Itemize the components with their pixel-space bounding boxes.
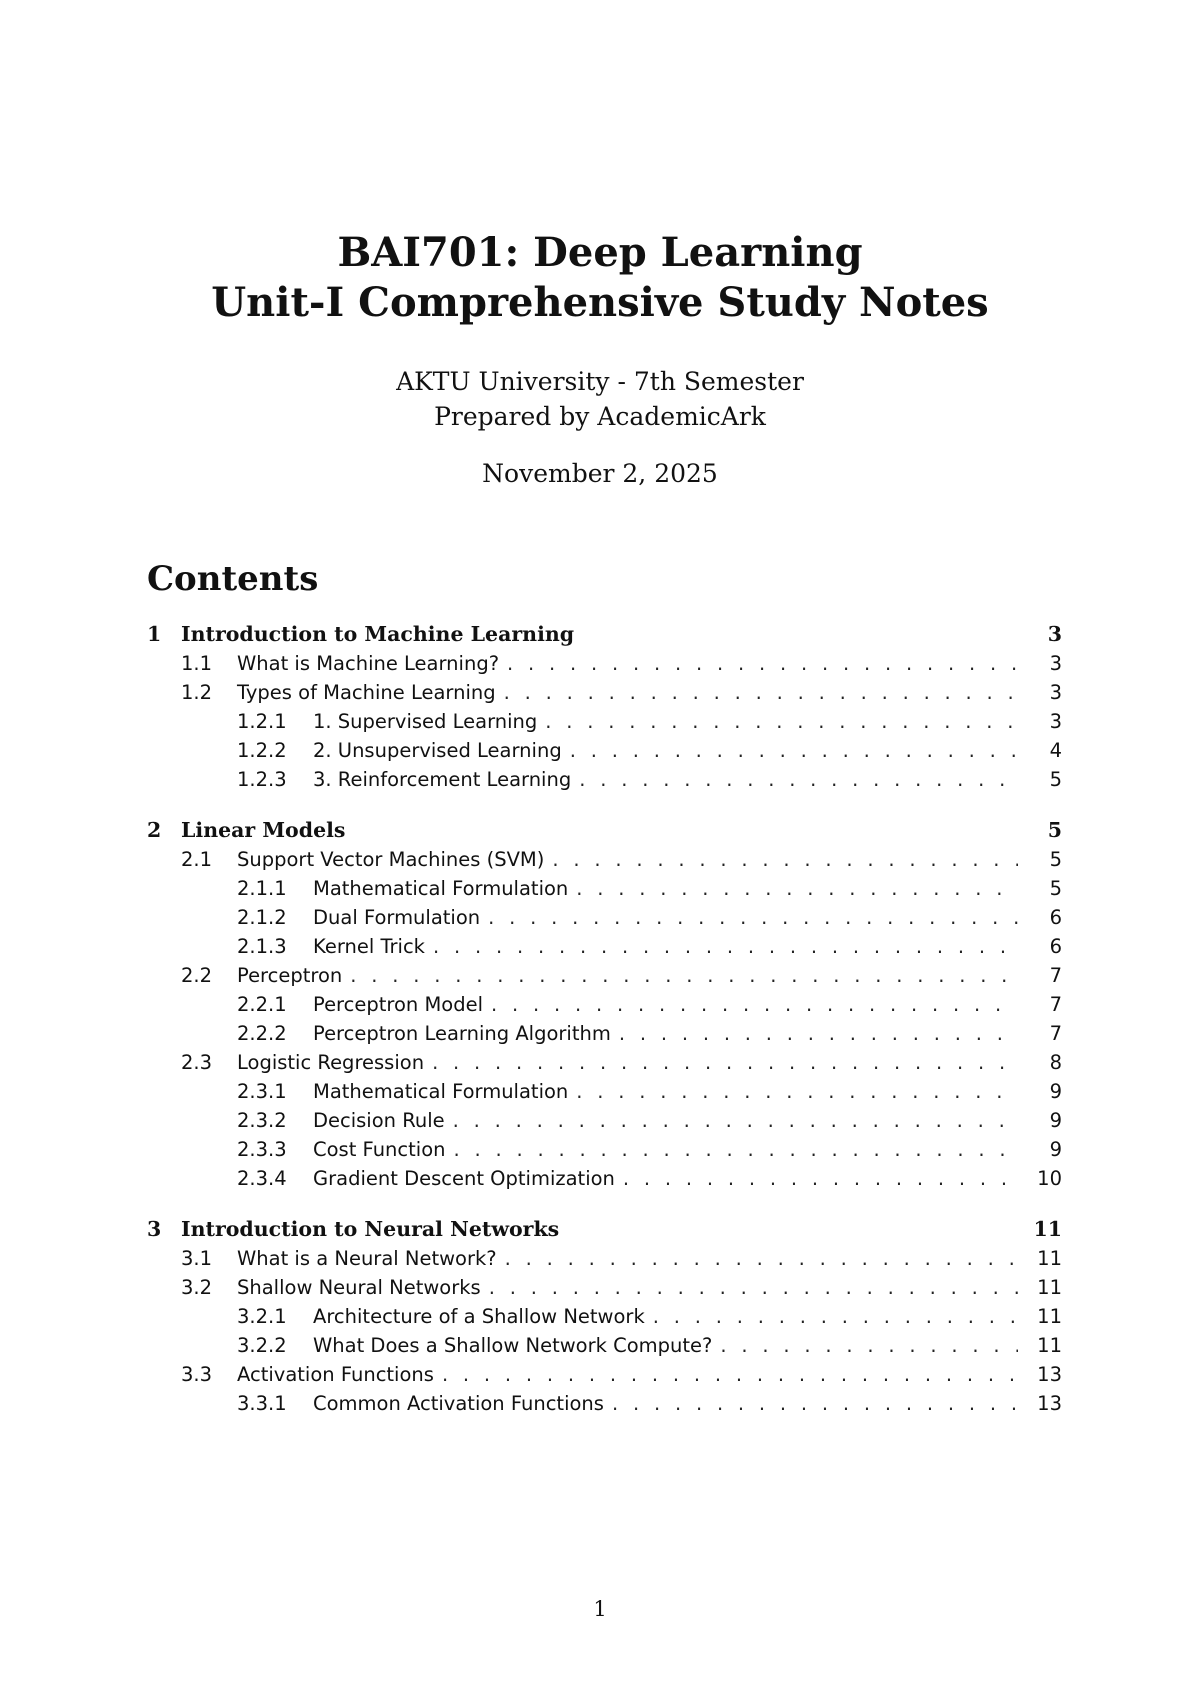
document-title-line-1: BAI701: Deep Learning — [337, 229, 863, 276]
toc-page: 3 — [1049, 652, 1062, 675]
toc-number: 1.1 — [181, 652, 213, 675]
toc-subsection[interactable] — [147, 1164, 1062, 1193]
toc-section[interactable] — [147, 1244, 1062, 1273]
toc-page: 7 — [1049, 964, 1062, 987]
toc-number: 3.2.2 — [237, 1334, 287, 1357]
institution-line: AKTU University - 7th Semester — [396, 367, 804, 396]
toc-page: 5 — [1049, 877, 1062, 900]
toc-subsection[interactable] — [147, 1331, 1062, 1360]
toc-page: 11 — [1037, 1305, 1062, 1328]
page-number: 1 — [593, 1597, 607, 1621]
toc-title: What is Machine Learning? — [237, 652, 500, 675]
toc-dot-leader — [504, 678, 1018, 707]
toc-page: 11 — [1037, 1276, 1062, 1299]
toc-page: 11 — [1033, 1217, 1062, 1241]
toc-title: Gradient Descent Optimization — [313, 1167, 615, 1190]
toc-dot-leader — [612, 1389, 1018, 1418]
toc-number: 2.3.3 — [237, 1138, 287, 1161]
toc-number: 1.2.3 — [237, 768, 287, 791]
toc-number: 2.2 — [181, 964, 213, 987]
toc-subsection[interactable] — [147, 1019, 1062, 1048]
toc-dot-leader — [619, 1019, 1018, 1048]
toc-chapter[interactable] — [147, 816, 1062, 845]
toc-title: Support Vector Machines (SVM) — [237, 848, 545, 871]
toc-number: 3 — [147, 1217, 162, 1241]
toc-number: 3.3.1 — [237, 1392, 287, 1415]
toc-dot-leader — [350, 961, 1018, 990]
toc-title: Dual Formulation — [313, 906, 481, 929]
toc-title: What Does a Shallow Network Compute? — [313, 1334, 713, 1357]
toc-number: 1 — [147, 622, 162, 646]
toc-page: 5 — [1047, 818, 1062, 842]
toc-dot-leader — [576, 1077, 1018, 1106]
toc-dot-leader — [507, 649, 1018, 678]
toc-subsection[interactable] — [147, 1106, 1062, 1135]
toc-page: 9 — [1049, 1080, 1062, 1103]
toc-title: Mathematical Formulation — [313, 1080, 569, 1103]
toc-title: Perceptron Learning Algorithm — [313, 1022, 611, 1045]
toc-dot-leader — [442, 1360, 1018, 1389]
toc-subsection[interactable] — [147, 765, 1062, 794]
toc-dot-leader — [505, 1244, 1018, 1273]
toc-title: 1. Supervised Learning — [313, 710, 538, 733]
toc-page: 13 — [1037, 1363, 1062, 1386]
toc-page: 7 — [1049, 993, 1062, 1016]
toc-section[interactable] — [147, 1360, 1062, 1389]
toc-dot-leader — [545, 707, 1018, 736]
toc-dot-leader — [433, 932, 1018, 961]
toc-dot-leader — [576, 874, 1018, 903]
toc-page: 6 — [1049, 935, 1062, 958]
toc-number: 2.1.2 — [237, 906, 287, 929]
toc-title: Shallow Neural Networks — [237, 1276, 481, 1299]
toc-page: 6 — [1049, 906, 1062, 929]
toc-dot-leader — [720, 1331, 1018, 1360]
toc-page: 9 — [1049, 1138, 1062, 1161]
toc-title: 2. Unsupervised Learning — [313, 739, 562, 762]
toc-dot-leader — [653, 1302, 1018, 1331]
toc-page: 5 — [1049, 848, 1062, 871]
toc-dot-leader — [570, 736, 1018, 765]
toc-number: 1.2.2 — [237, 739, 287, 762]
toc-number: 2.3.2 — [237, 1109, 287, 1132]
toc-title: Introduction to Neural Networks — [181, 1217, 560, 1241]
toc-subsection[interactable] — [147, 932, 1062, 961]
toc-subsection[interactable] — [147, 707, 1062, 736]
toc-page: 3 — [1047, 622, 1062, 646]
toc-dot-leader — [432, 1048, 1018, 1077]
table-of-contents — [147, 620, 1062, 1418]
toc-number: 2.1 — [181, 848, 213, 871]
toc-number: 3.2.1 — [237, 1305, 287, 1328]
toc-section[interactable] — [147, 1048, 1062, 1077]
toc-subsection[interactable] — [147, 1389, 1062, 1418]
toc-page: 10 — [1037, 1167, 1062, 1190]
toc-number: 1.2.1 — [237, 710, 287, 733]
toc-page: 5 — [1049, 768, 1062, 791]
toc-dot-leader — [489, 1273, 1018, 1302]
toc-title: Cost Function — [313, 1138, 446, 1161]
toc-title: Linear Models — [181, 818, 346, 842]
toc-subsection[interactable] — [147, 874, 1062, 903]
toc-page: 13 — [1037, 1392, 1062, 1415]
toc-page: 11 — [1037, 1334, 1062, 1357]
toc-title: Activation Functions — [237, 1363, 434, 1386]
toc-subsection[interactable] — [147, 736, 1062, 765]
toc-number: 1.2 — [181, 681, 213, 704]
toc-chapter[interactable] — [147, 1215, 1062, 1244]
toc-title: Perceptron Model — [313, 993, 484, 1016]
toc-section[interactable] — [147, 845, 1062, 874]
toc-dot-leader — [453, 1106, 1018, 1135]
toc-number: 3.1 — [181, 1247, 213, 1270]
toc-number: 2.3.4 — [237, 1167, 287, 1190]
toc-page: 7 — [1049, 1022, 1062, 1045]
toc-title: Architecture of a Shallow Network — [313, 1305, 645, 1328]
toc-dot-leader — [579, 765, 1018, 794]
toc-dot-leader — [623, 1164, 1018, 1193]
toc-title: Types of Machine Learning — [237, 681, 496, 704]
toc-subsection[interactable] — [147, 903, 1062, 932]
toc-subsection[interactable] — [147, 1302, 1062, 1331]
toc-section[interactable] — [147, 1273, 1062, 1302]
toc-number: 2.3.1 — [237, 1080, 287, 1103]
date-line: November 2, 2025 — [482, 459, 718, 488]
toc-title: Logistic Regression — [237, 1051, 425, 1074]
toc-number: 2.1.3 — [237, 935, 287, 958]
toc-dot-leader — [454, 1135, 1019, 1164]
toc-section[interactable] — [147, 649, 1062, 678]
toc-dot-leader — [552, 845, 1018, 874]
toc-page: 11 — [1037, 1247, 1062, 1270]
toc-page: 8 — [1049, 1051, 1062, 1074]
toc-subsection[interactable] — [147, 990, 1062, 1019]
toc-number: 2.2.2 — [237, 1022, 287, 1045]
toc-title: What is a Neural Network? — [237, 1247, 497, 1270]
toc-number: 2 — [147, 818, 162, 842]
toc-page: 3 — [1049, 681, 1062, 704]
toc-title: Kernel Trick — [313, 935, 425, 958]
toc-section[interactable] — [147, 678, 1062, 707]
toc-title: 3. Reinforcement Learning — [313, 768, 572, 791]
contents-heading: Contents — [147, 559, 319, 599]
toc-page: 4 — [1049, 739, 1062, 762]
toc-subsection[interactable] — [147, 1077, 1062, 1106]
document-title-line-2: Unit-I Comprehensive Study Notes — [211, 279, 989, 326]
toc-number: 2.1.1 — [237, 877, 287, 900]
toc-section[interactable] — [147, 961, 1062, 990]
toc-number: 2.2.1 — [237, 993, 287, 1016]
toc-number: 3.3 — [181, 1363, 213, 1386]
author-line: Prepared by AcademicArk — [434, 402, 766, 431]
toc-number: 3.2 — [181, 1276, 213, 1299]
toc-dot-leader — [488, 903, 1018, 932]
toc-title: Decision Rule — [313, 1109, 445, 1132]
toc-title: Mathematical Formulation — [313, 877, 569, 900]
toc-subsection[interactable] — [147, 1135, 1062, 1164]
toc-dot-leader — [491, 990, 1018, 1019]
toc-page: 9 — [1049, 1109, 1062, 1132]
toc-title: Perceptron — [237, 964, 343, 987]
toc-title: Common Activation Functions — [313, 1392, 604, 1415]
toc-chapter[interactable] — [147, 620, 1062, 649]
toc-page: 3 — [1049, 710, 1062, 733]
toc-number: 2.3 — [181, 1051, 213, 1074]
toc-title: Introduction to Machine Learning — [181, 622, 575, 646]
